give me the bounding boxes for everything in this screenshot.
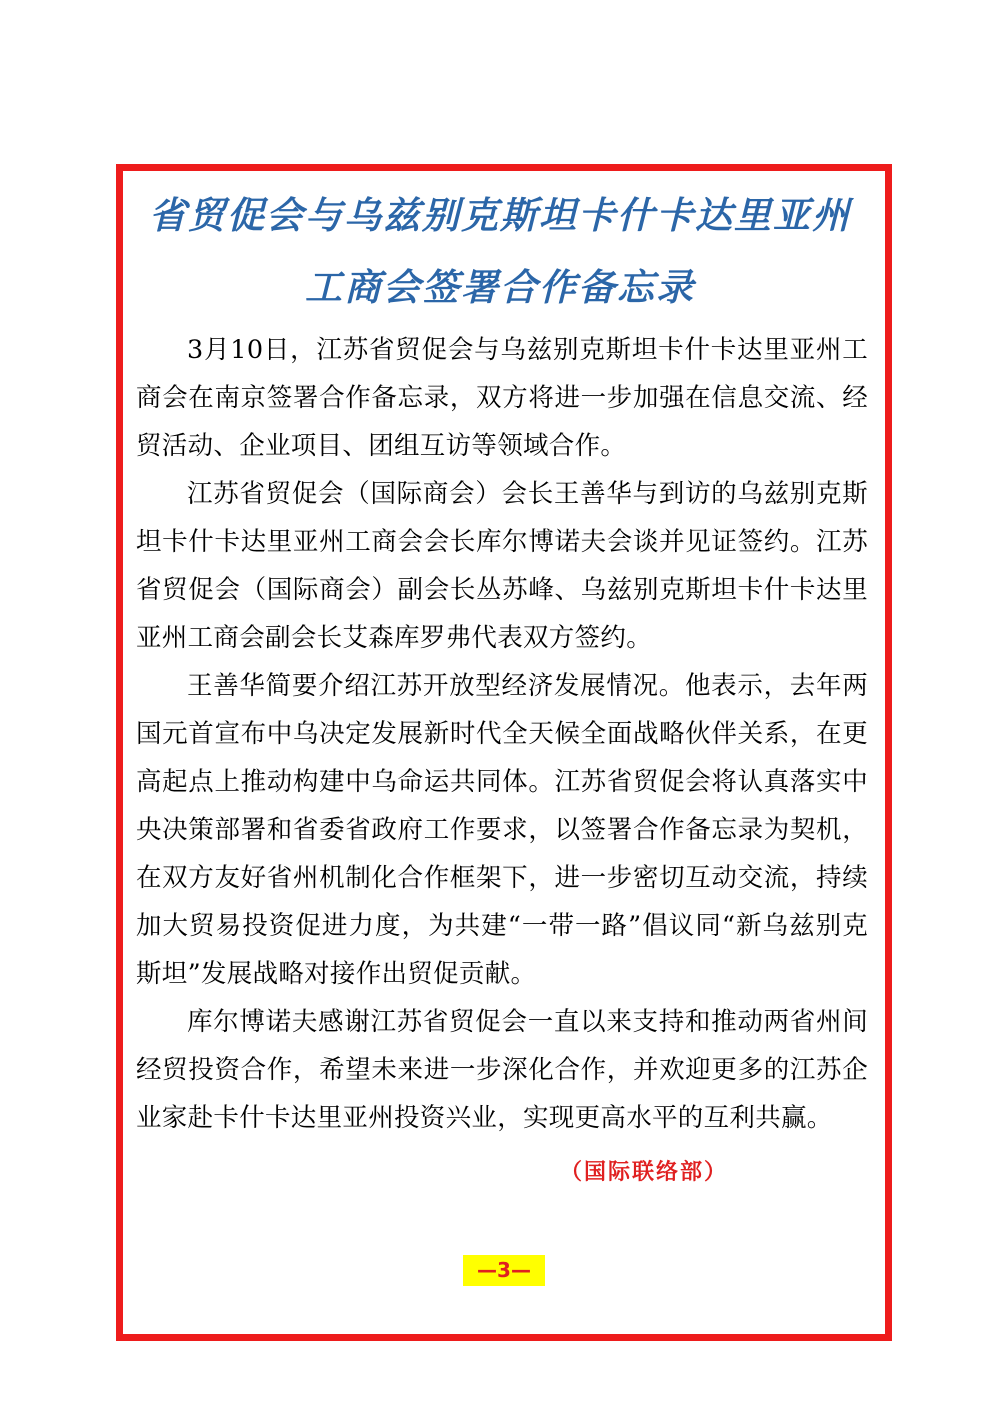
department-signature: （国际联络部） [560,1160,729,1185]
paragraph-3: 王善华简要介绍江苏开放型经济发展情况。他表示，去年两国元首宣布中乌决定发展新时代全天候全面战略伙伴关系，在更高起点上推动构建中乌命运共同体。江苏省贸促会将认真落实中央决策部署和省委省政府工作要求，以签署合作备忘录为契机，在双方友好省州机制化合作框架下，进一步密切互动交流，持续加大贸易投资促进力度，为共建“一带一路”倡议同“新乌兹别克斯坦”发展战略对接作出贸促贡献。 [136,671,868,989]
paragraph-2: 江苏省贸促会（国际商会）会长王善华与到访的乌兹别克斯坦卡什卡达里亚州工商会会长库尔博诺夫会谈并见证签约。江苏省贸促会（国际商会）副会长丛苏峰、乌兹别克斯坦卡什卡达里亚州工商会副会长艾森库罗弗代表双方签约。 [136,479,868,653]
article-title-line-1: 省贸促会与乌兹别克斯坦卡什卡达里亚州 [149,194,851,237]
paragraph-1: 3月10日，江苏省贸促会与乌兹别克斯坦卡什卡达里亚州工商会在南京签署合作备忘录，双方将进一步加强在信息交流、经贸活动、企业项目、团组互访等领域合作。 [136,335,868,461]
article-body [136,326,868,1142]
page-number: —3— [463,1255,545,1286]
article-title-line-2: 工商会签署合作备忘录 [305,266,695,309]
paragraph-4: 库尔博诺夫感谢江苏省贸促会一直以来支持和推动两省州间经贸投资合作，希望未来进一步深化合作，并欢迎更多的江苏企业家赴卡什卡达里亚州投资兴业，实现更高水平的互利共赢。 [136,1007,868,1133]
